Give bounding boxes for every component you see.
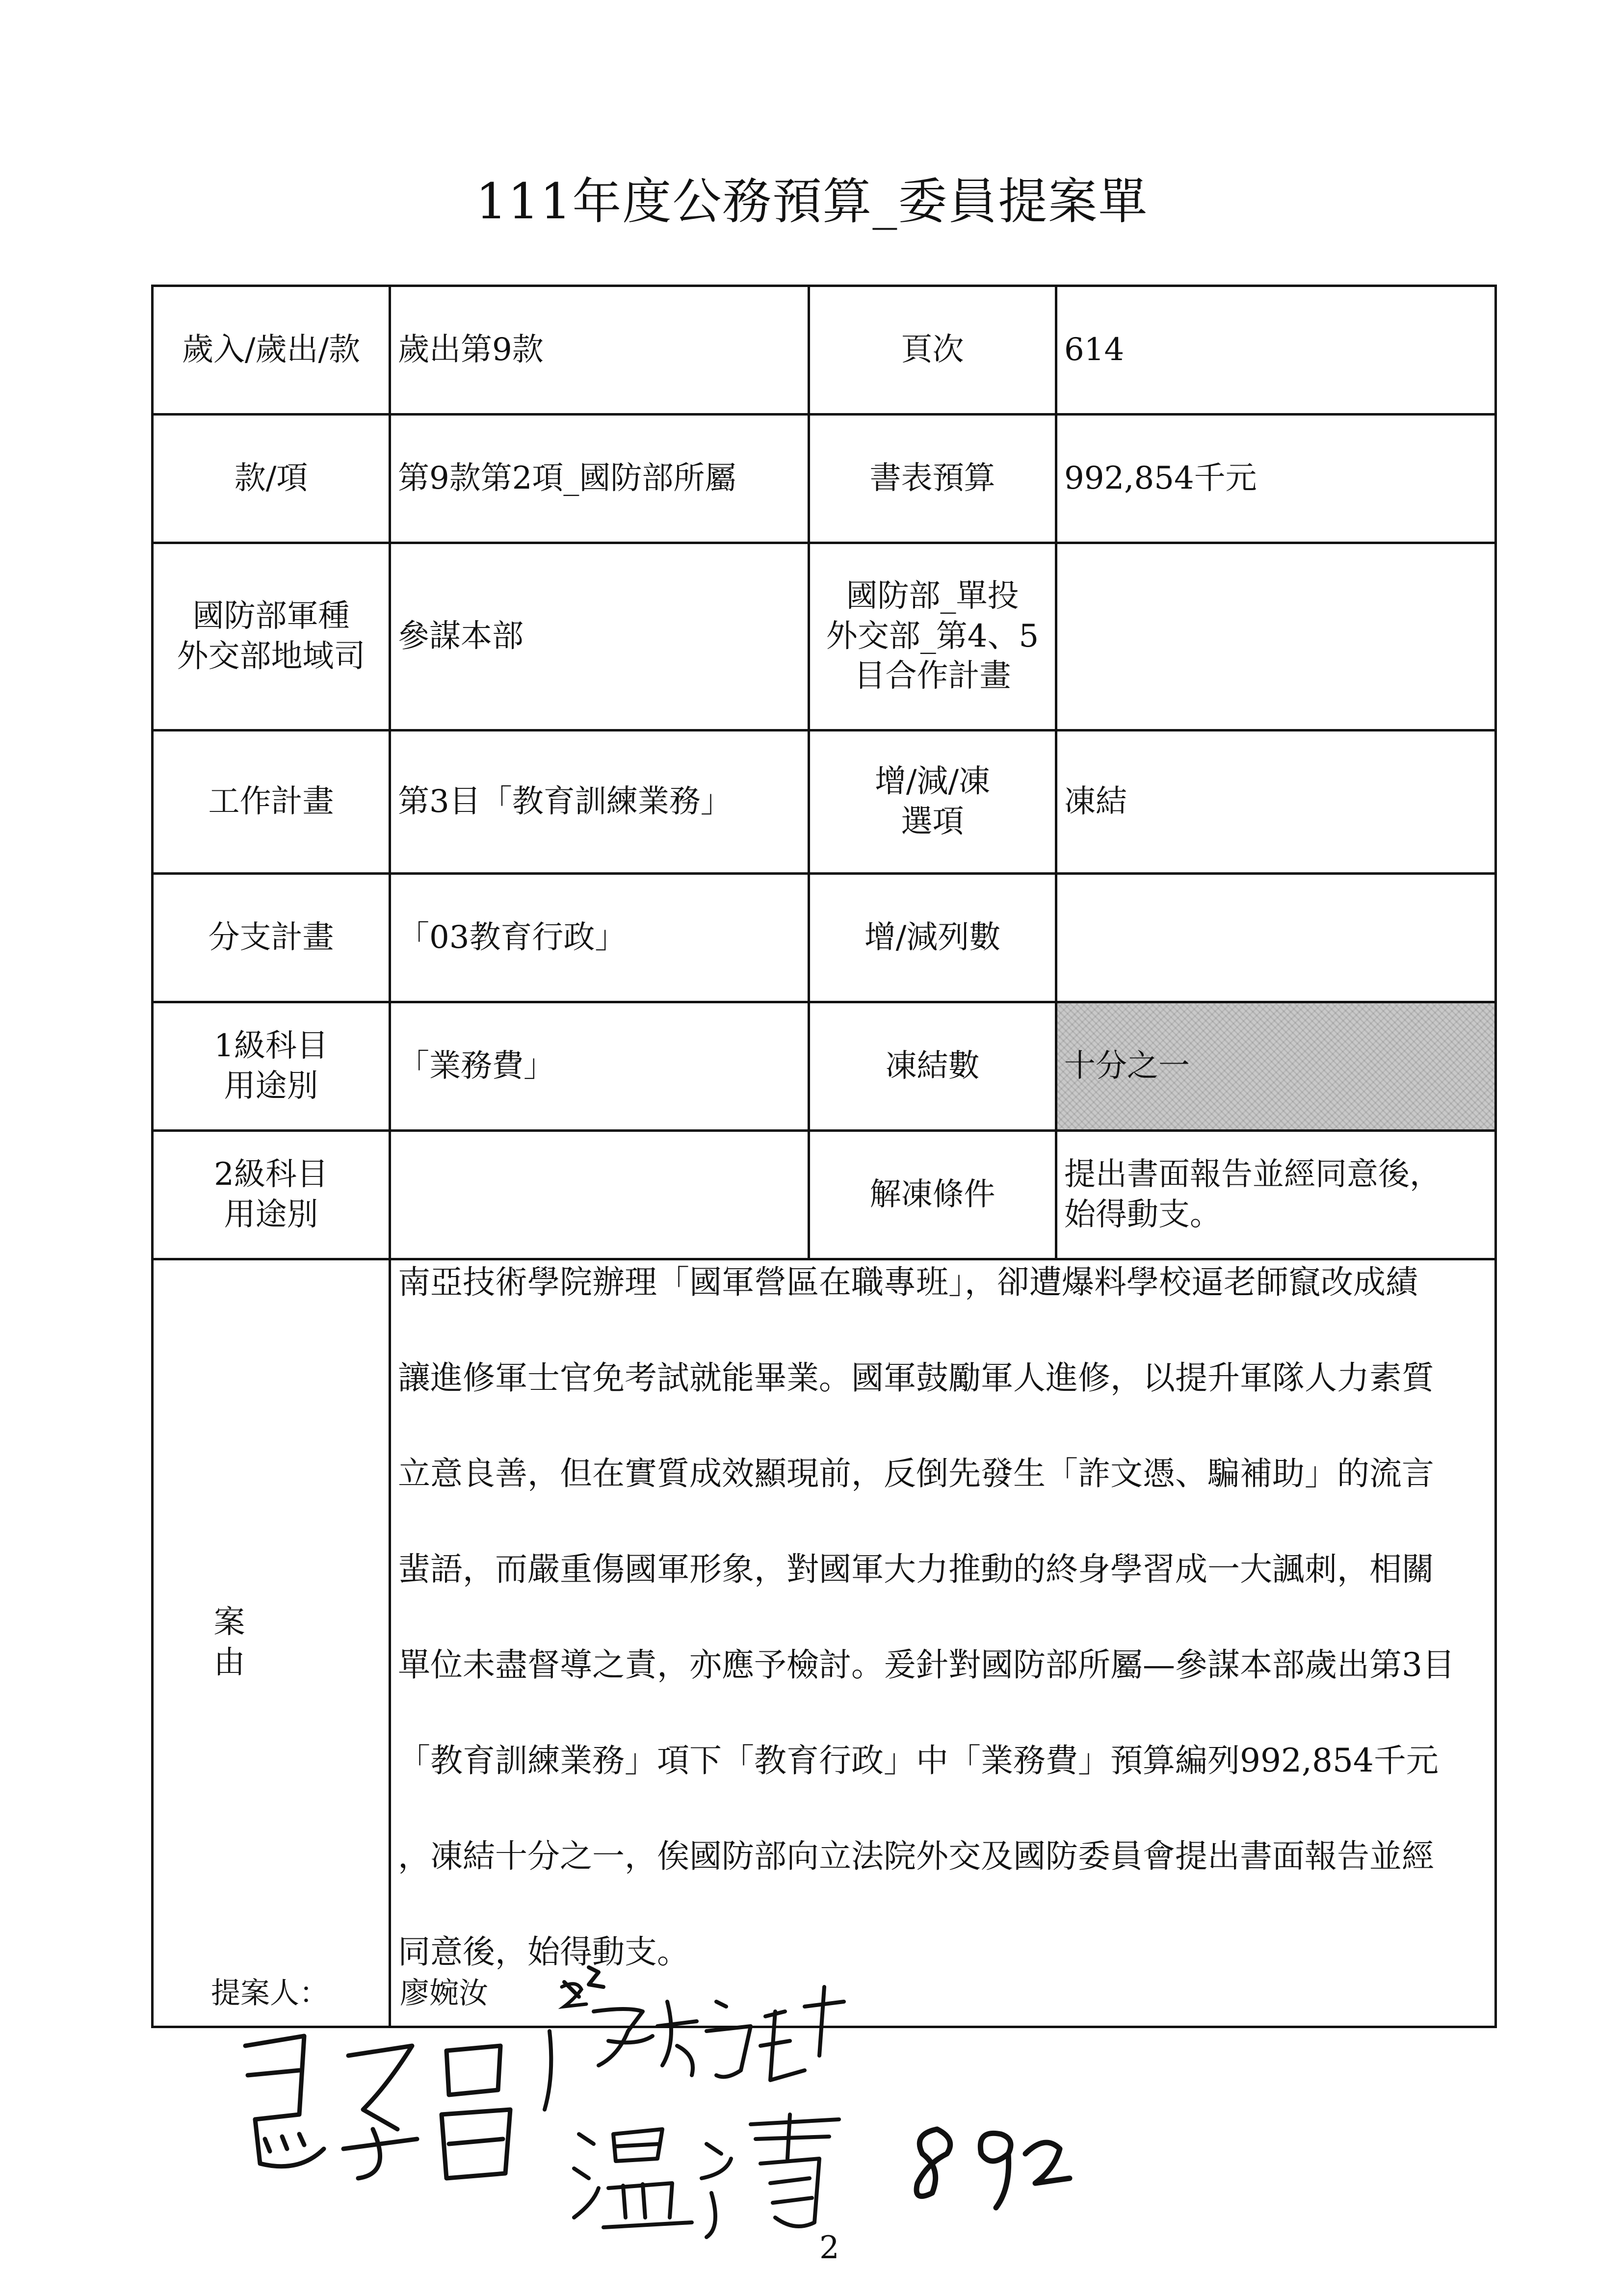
reason-line: 南亞技術學院辦理「國軍營區在職專班」，卻遭爆料學校逼老師竄改成績 xyxy=(398,1263,1418,1301)
unfreeze-condition-line: 始得動支。 xyxy=(1064,1196,1221,1233)
label-option xyxy=(809,731,1056,874)
signature-ma-wen-chun xyxy=(226,2016,530,2203)
value-page: 614 xyxy=(1056,286,1496,415)
label-service-branch-line: 國防部軍種 xyxy=(192,598,350,634)
label-level1-subject-line: 用途別 xyxy=(224,1068,318,1104)
label-level1-subject-line: 1級科目 xyxy=(214,1027,328,1064)
proposer-label: 提案人： xyxy=(211,1976,329,2010)
reason-line: 讓進修軍士官免考試就能畢業。國軍鼓勵軍人進修，以提升軍隊人力素質 xyxy=(398,1359,1434,1397)
label-cooperation-plan xyxy=(809,543,1056,731)
label-item: 款/項 xyxy=(153,415,390,543)
label-level2-subject xyxy=(153,1131,390,1259)
label-level2-subject-line: 用途別 xyxy=(224,1196,318,1233)
form-row-level1 xyxy=(153,1002,1496,1131)
form-row-account xyxy=(153,286,1496,415)
value-work-plan: 第3目「教育訓練業務」 xyxy=(390,731,809,874)
label-freeze-amount: 凍結數 xyxy=(809,1002,1056,1131)
label-income-expense: 歲入/歲出/款 xyxy=(153,286,390,415)
label-option-line: 選項 xyxy=(901,803,964,840)
label-page: 頁次 xyxy=(809,286,1056,415)
reason-line: 同意後，始得動支。 xyxy=(398,1933,689,1971)
form-row-unit xyxy=(153,543,1496,731)
label-cooperation-plan-line: 外交部_第4、5 xyxy=(826,618,1039,654)
proposer-name: 廖婉汝 xyxy=(400,1976,488,2010)
value-cooperation-plan xyxy=(1056,543,1496,731)
handwritten-number-892 xyxy=(903,2110,1079,2218)
proposal-form-table xyxy=(151,285,1497,2028)
form-row-level2 xyxy=(153,1131,1496,1259)
reason-line: 單位未盡督導之責，亦應予檢討。爰針對國防部所屬—參謀本部歲出第3目 xyxy=(398,1646,1455,1684)
handwritten-mark-2 xyxy=(554,1977,594,2016)
value-item: 第9款第2項_國防部所屬 xyxy=(390,415,809,543)
value-level1-subject: 「業務費」 xyxy=(390,1002,809,1131)
form-row-reason xyxy=(153,1259,1496,2027)
unfreeze-condition-line: 提出書面報告並經同意後， xyxy=(1064,1156,1441,1193)
form-row-item xyxy=(153,415,1496,543)
value-level2-subject xyxy=(390,1131,809,1259)
reason-line: 立意良善，但在實質成效顯現前，反倒先發生「詐文憑、騙補助」的流言 xyxy=(398,1455,1434,1492)
label-level1-subject xyxy=(153,1002,390,1131)
reason-line: ，凍結十分之一，俟國防部向立法院外交及國防委員會提出書面報告並經 xyxy=(398,1837,1434,1875)
label-option-line: 增/減/凍 xyxy=(874,763,991,800)
label-budget: 書表預算 xyxy=(809,415,1056,543)
value-income-expense: 歲出第9款 xyxy=(390,286,809,415)
label-amount-change: 增/減列數 xyxy=(809,874,1056,1002)
form-row-branch-plan xyxy=(153,874,1496,1002)
label-cooperation-plan-line: 目合作計畫 xyxy=(854,658,1011,695)
reason-line: 「教育訓練業務」項下「教育行政」中「業務費」預算編列992,854千元 xyxy=(398,1742,1439,1779)
value-branch-plan: 「03教育行政」 xyxy=(390,874,809,1002)
value-amount-change xyxy=(1056,874,1496,1002)
form-row-work-plan xyxy=(153,731,1496,874)
label-reason: 案由 xyxy=(153,1259,390,2027)
value-unfreeze-condition xyxy=(1056,1131,1496,1259)
label-service-branch-line: 外交部地域司 xyxy=(177,638,366,675)
label-cooperation-plan-line: 國防部_單投 xyxy=(846,577,1019,614)
value-freeze-amount: 十分之一 xyxy=(1056,1002,1496,1131)
value-option: 凍結 xyxy=(1056,731,1496,874)
document-title: 111年度公務預算_委員提案單 xyxy=(475,173,1149,230)
signature-wen-yu-xia xyxy=(564,2105,859,2247)
label-service-branch xyxy=(153,543,390,731)
label-work-plan: 工作計畫 xyxy=(153,731,390,874)
value-budget: 992,854千元 xyxy=(1056,415,1496,543)
label-unfreeze-condition: 解凍條件 xyxy=(809,1131,1056,1259)
label-level2-subject-line: 2級科目 xyxy=(214,1156,328,1193)
value-service-branch: 參謀本部 xyxy=(390,543,809,731)
label-branch-plan: 分支計畫 xyxy=(153,874,390,1002)
reason-text xyxy=(390,1259,1496,2027)
page-number: 2 xyxy=(819,2230,839,2266)
reason-line: 蜚語，而嚴重傷國軍形象，對國軍大力推動的終身學習成一大諷刺，相關 xyxy=(398,1550,1434,1588)
